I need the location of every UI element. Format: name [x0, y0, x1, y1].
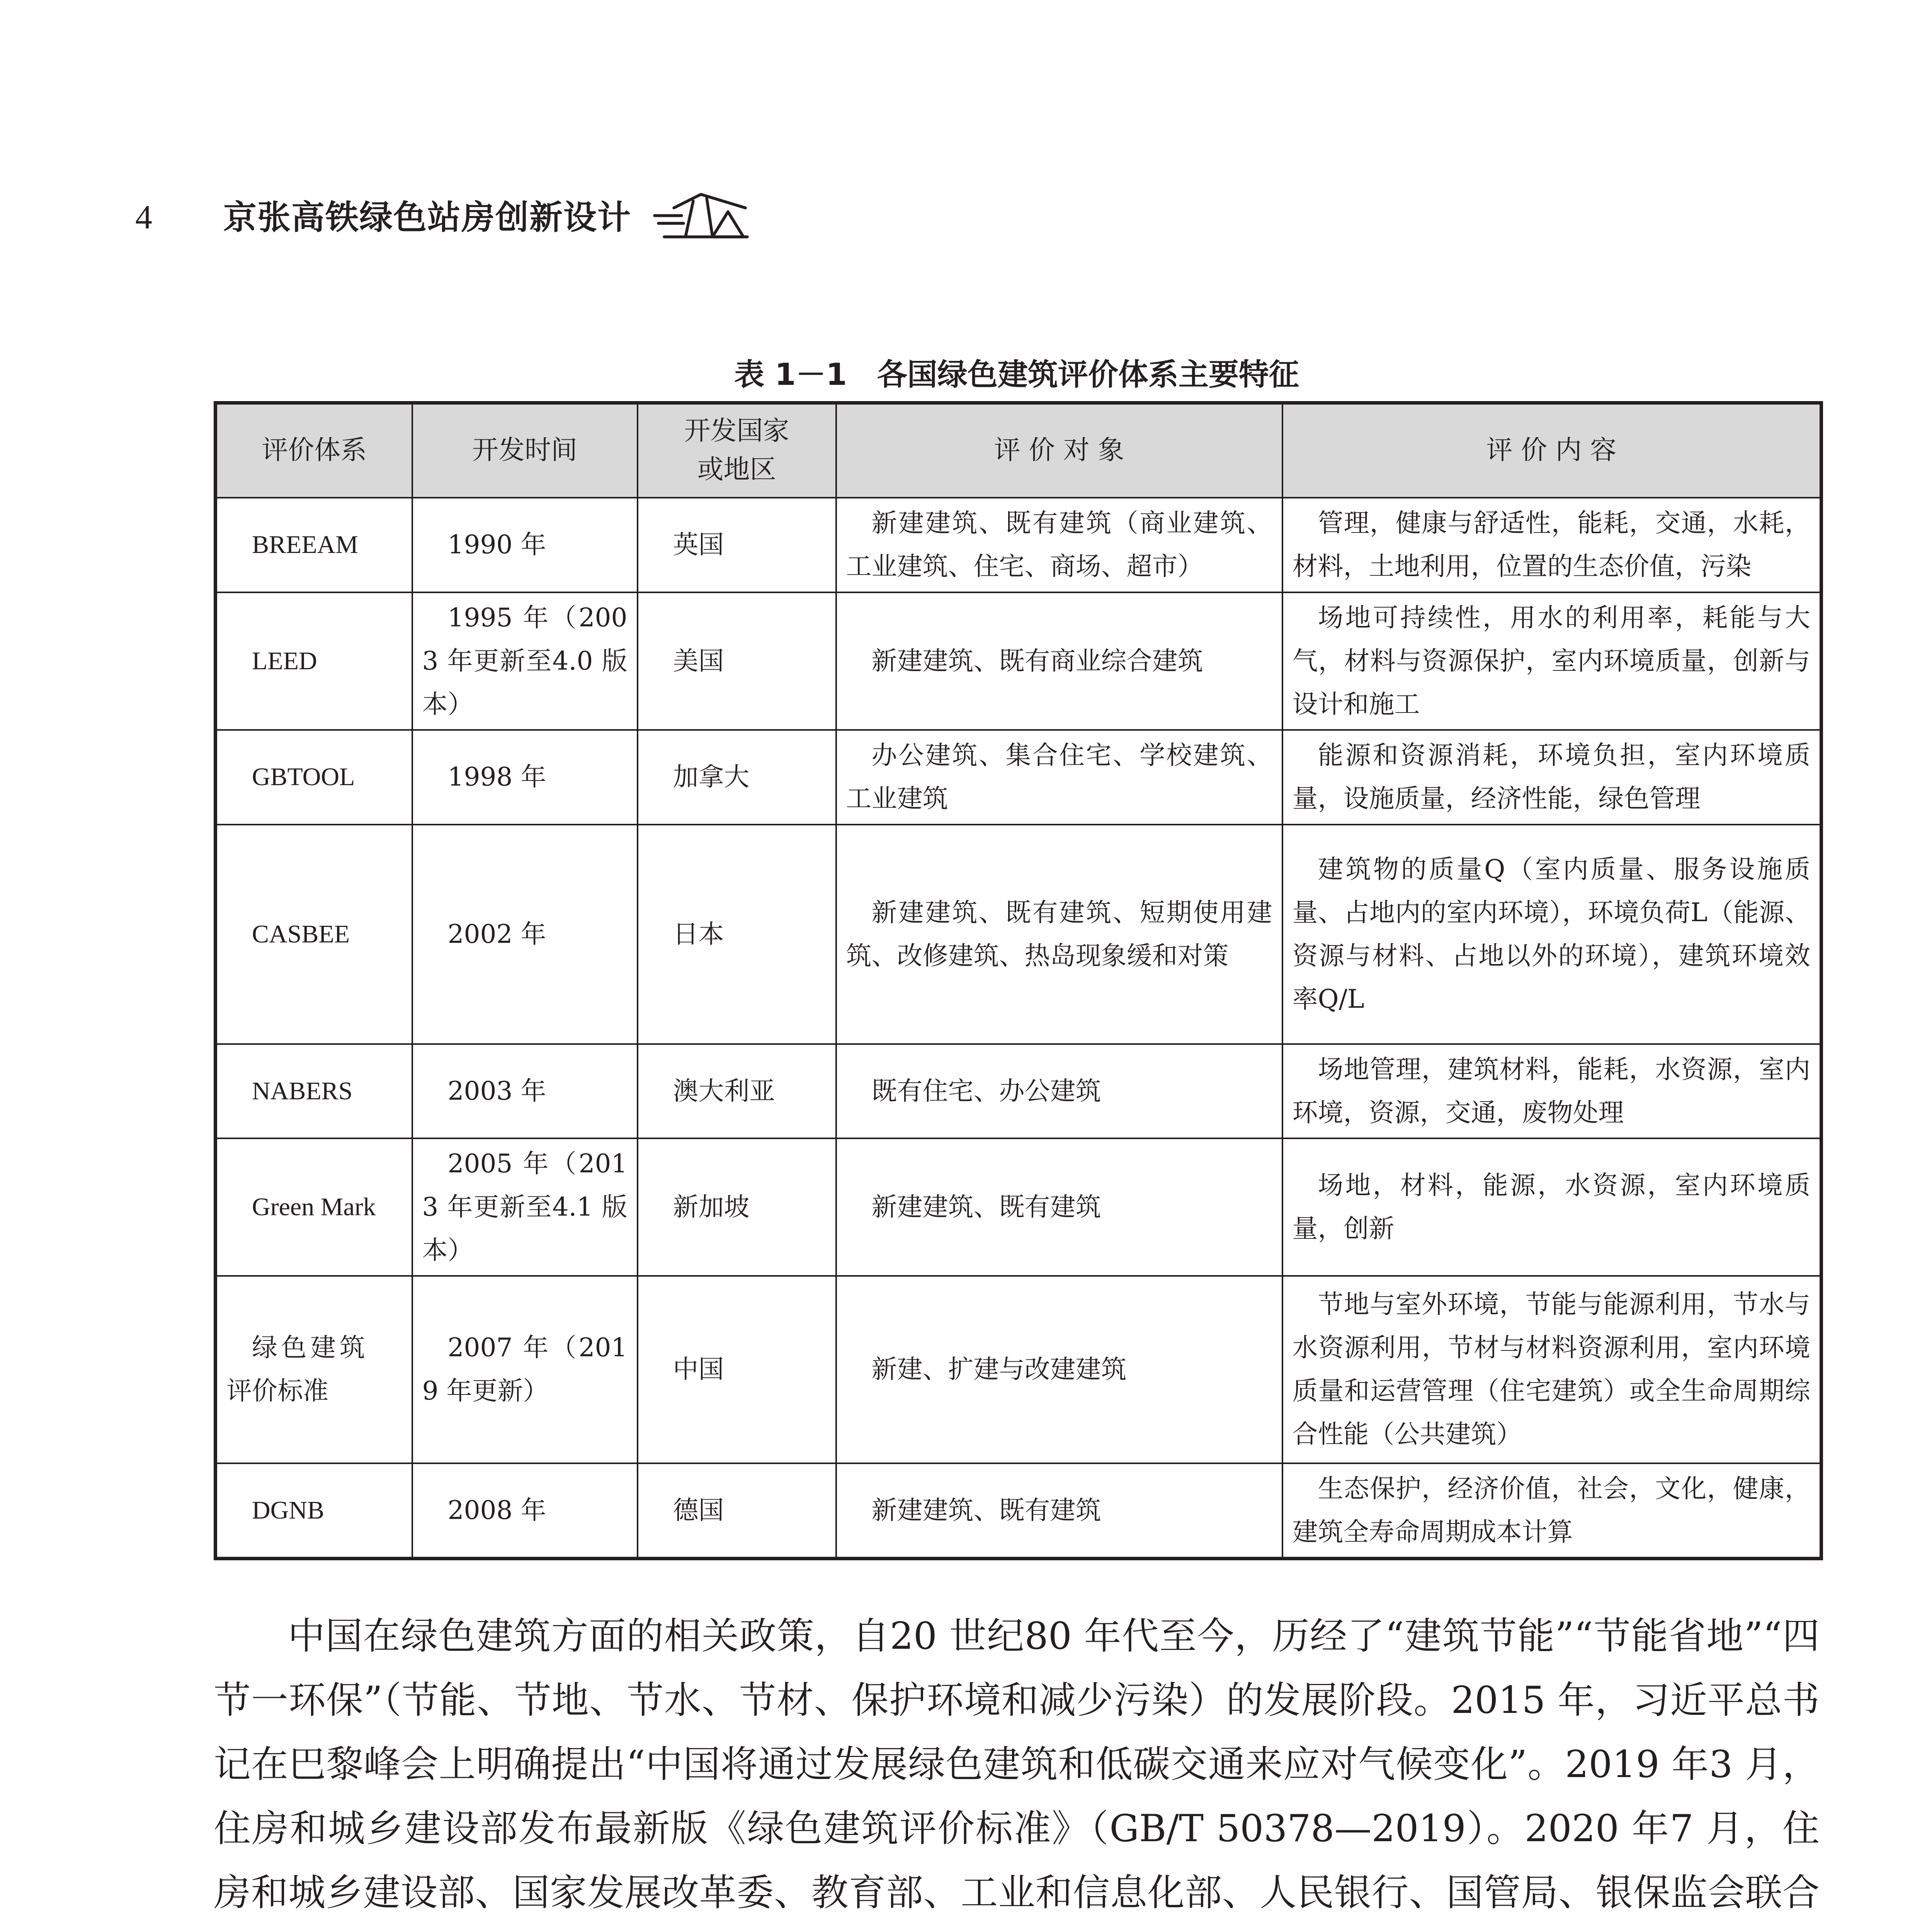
cell-system: DGNB — [216, 1463, 412, 1559]
cell-time: 1990 年 — [412, 498, 638, 592]
cell-content: 场地管理，建筑材料，能耗，水资源，室内环境，资源，交通，废物处理 — [1282, 1044, 1821, 1138]
table-row — [216, 1044, 1821, 1138]
table-row — [216, 1138, 1821, 1276]
cell-country: 美国 — [638, 592, 836, 730]
cell-content: 建筑物的质量Q（室内质量、服务设施质量、占地内的室内环境），环境负荷L（能源、资源与材料、占地以外的环境），建筑环境效率Q/L — [1282, 825, 1821, 1044]
header-system: 评价体系 — [216, 403, 412, 498]
table-row — [216, 730, 1821, 825]
cell-time: 1998 年 — [412, 730, 638, 825]
cell-time: 2008 年 — [412, 1463, 638, 1559]
main-content — [214, 354, 1820, 1932]
table-row — [216, 592, 1821, 730]
cell-time: 1995 年（2003 年更新至4.0 版本） — [412, 592, 638, 730]
cell-system: GBTOOL — [216, 730, 412, 825]
cell-system: NABERS — [216, 1044, 412, 1138]
table-row — [216, 825, 1821, 1044]
evaluation-systems-table — [214, 401, 1823, 1560]
cell-object: 新建建筑、既有建筑 — [836, 1463, 1282, 1559]
running-title: 京张高铁绿色站房创新设计 — [223, 198, 631, 237]
cell-country: 日本 — [638, 825, 836, 1044]
cell-content: 场地，材料，能源，水资源，室内环境质量，创新 — [1282, 1138, 1821, 1276]
station-logo-icon — [653, 189, 749, 243]
page-number: 4 — [135, 199, 152, 236]
cell-system: Green Mark — [216, 1138, 412, 1276]
header-time: 开发时间 — [412, 403, 638, 498]
body-text — [214, 1604, 1820, 1932]
cell-object: 既有住宅、办公建筑 — [836, 1044, 1282, 1138]
cell-object: 新建、扩建与改建建筑 — [836, 1276, 1282, 1463]
cell-content: 节地与室外环境，节能与能源利用，节水与水资源利用，节材与材料资源利用，室内环境质量和运营管理（住宅建筑）或全生命周期综合性能（公共建筑） — [1282, 1276, 1821, 1463]
table-header-row — [216, 403, 1821, 498]
cell-content: 管理，健康与舒适性，能耗，交通，水耗，材料，土地利用，位置的生态价值，污染 — [1282, 498, 1821, 592]
cell-system: BREEAM — [216, 498, 412, 592]
cell-content: 场地可持续性，用水的利用率，耗能与大气，材料与资源保护，室内环境质量，创新与设计和施工 — [1282, 592, 1821, 730]
cell-country: 英国 — [638, 498, 836, 592]
cell-country: 澳大利亚 — [638, 1044, 836, 1138]
cell-system: LEED — [216, 592, 412, 730]
cell-object: 新建建筑、既有建筑 — [836, 1138, 1282, 1276]
header-country — [638, 403, 836, 498]
table-row — [216, 1276, 1821, 1463]
header-content: 评 价 内 容 — [1282, 403, 1821, 498]
body-paragraph: 中国在绿色建筑方面的相关政策，自20 世纪80 年代至今，历经了“建筑节能”“节能省地”“四节一环保”（节能、节地、节水、节材、保护环境和减少污染）的发展阶段。2015 年，习近平总书记在巴黎峰会上明确提出“中国将通过发展绿色建筑和低碳交通来应对气候变化”。2019 年3 月，住房和城乡建设部发布最新版《绿色建筑评价标准》（GB/T 50378—2019）。2020 年7 月，住房和城乡建设部、国家发展改革委、教育部、工业和信息化部、人民银行、国管局、银保监会联合 — [214, 1614, 1820, 1914]
cell-object: 办公建筑、集合住宅、学校建筑、工业建筑 — [836, 730, 1282, 825]
table-caption: 表 1－1 各国绿色建筑评价体系主要特征 — [734, 357, 1299, 392]
cell-country: 德国 — [638, 1463, 836, 1559]
cell-object: 新建建筑、既有建筑、短期使用建筑、改修建筑、热岛现象缓和对策 — [836, 825, 1282, 1044]
cell-content: 能源和资源消耗，环境负担，室内环境质量，设施质量，经济性能，绿色管理 — [1282, 730, 1821, 825]
cell-country: 中国 — [638, 1276, 836, 1463]
cell-time: 2007 年（2019 年更新） — [412, 1276, 638, 1463]
table-row — [216, 1463, 1821, 1559]
header-object: 评 价 对 象 — [836, 403, 1282, 498]
cell-object: 新建建筑、既有建筑（商业建筑、工业建筑、住宅、商场、超市） — [836, 498, 1282, 592]
cell-country: 新加坡 — [638, 1138, 836, 1276]
cell-object: 新建建筑、既有商业综合建筑 — [836, 592, 1282, 730]
cell-system: CASBEE — [216, 825, 412, 1044]
cell-time: 2003 年 — [412, 1044, 638, 1138]
cell-country: 加拿大 — [638, 730, 836, 825]
header-country-line1: 开发国家 — [684, 416, 789, 447]
cell-time: 2005 年（2013 年更新至4.1 版本） — [412, 1138, 638, 1276]
cell-content: 生态保护，经济价值，社会，文化，健康，建筑全寿命周期成本计算 — [1282, 1463, 1821, 1559]
cell-system: 绿色建筑评价标准 — [216, 1276, 412, 1463]
cell-time: 2002 年 — [412, 825, 638, 1044]
table-row — [216, 498, 1821, 592]
header-country-line2: 或地区 — [697, 454, 776, 485]
